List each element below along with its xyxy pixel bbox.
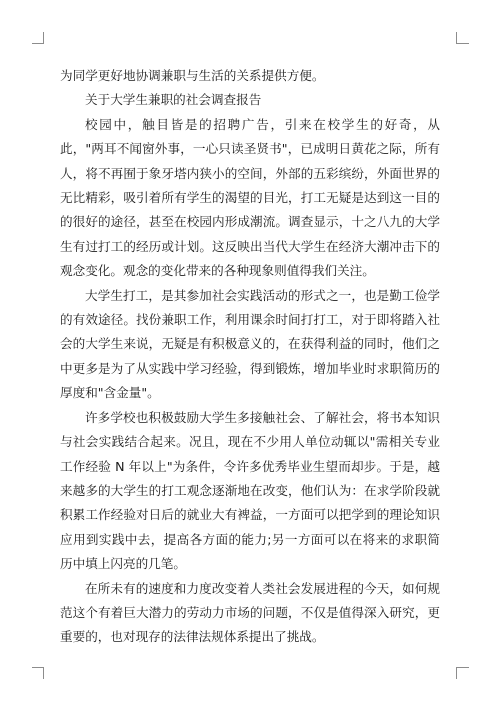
- paragraph: 大学生打工，是其参加社会实践活动的形式之一，也是勤工俭学的有效途径。找份兼职工作，利用课余时间打打工，对于即将踏入社会的大学生来说，无疑是有积极意义的，在获得利益的同时，他们之中更多是为了从实践中学习经验，得到锻炼，增加毕业时求职简历的厚度和"含金量"。: [60, 287, 440, 401]
- paragraph: 校园中，触目皆是的招聘广告，引来在校学生的好奇，从此，"两耳不闻窗外事，一心只读圣贤书"，已成明日黄花之际，所有人，将不再囿于象牙塔内狭小的空间，外部的五彩缤纷，外面世界的无比精彩，吸引着所有学生的渴望的目光，打工无疑是达到这一目的的很好的途径，甚至在校园内形成潮流。调查显示，十之八九的大学生有过打工的经历或计划。这反映出当代大学生在经济大潮冲击下的观念变化。观念的变化带来的各种现象则值得我们关注。: [60, 116, 440, 279]
- document-title: 关于大学生兼职的社会调查报告: [85, 92, 262, 108]
- document-body: [60, 64, 440, 650]
- paragraph-continuation: 为同学更好地协调兼职与生活的关系提供方便。: [60, 68, 325, 83]
- paragraph: 在所未有的速度和力度改变着人类社会发展进程的今天，如何规范这个有着巨大潜力的劳动力市场的问题，不仅是值得深入研究，更重要的，也对现存的法律法规体系提出了挑战。: [60, 580, 440, 645]
- paragraph: 许多学校也积极鼓励大学生多接触社会、了解社会，将书本知识与社会实践结合起来。况且，现在不少用人单位动辄以"需相关专业工作经验 N 年以上"为条件，令许多优秀毕业生望而却步。于是，越来越多的大学生的打工观念逐渐地在改变，他们认为：在求学阶段就积累工作经验对日后的就业大有裨益，一方面可以把学到的理论知识应用到实践中去，提高各方面的能力;另一方面可以在将来的求职简历中填上闪亮的几笔。: [60, 409, 440, 572]
